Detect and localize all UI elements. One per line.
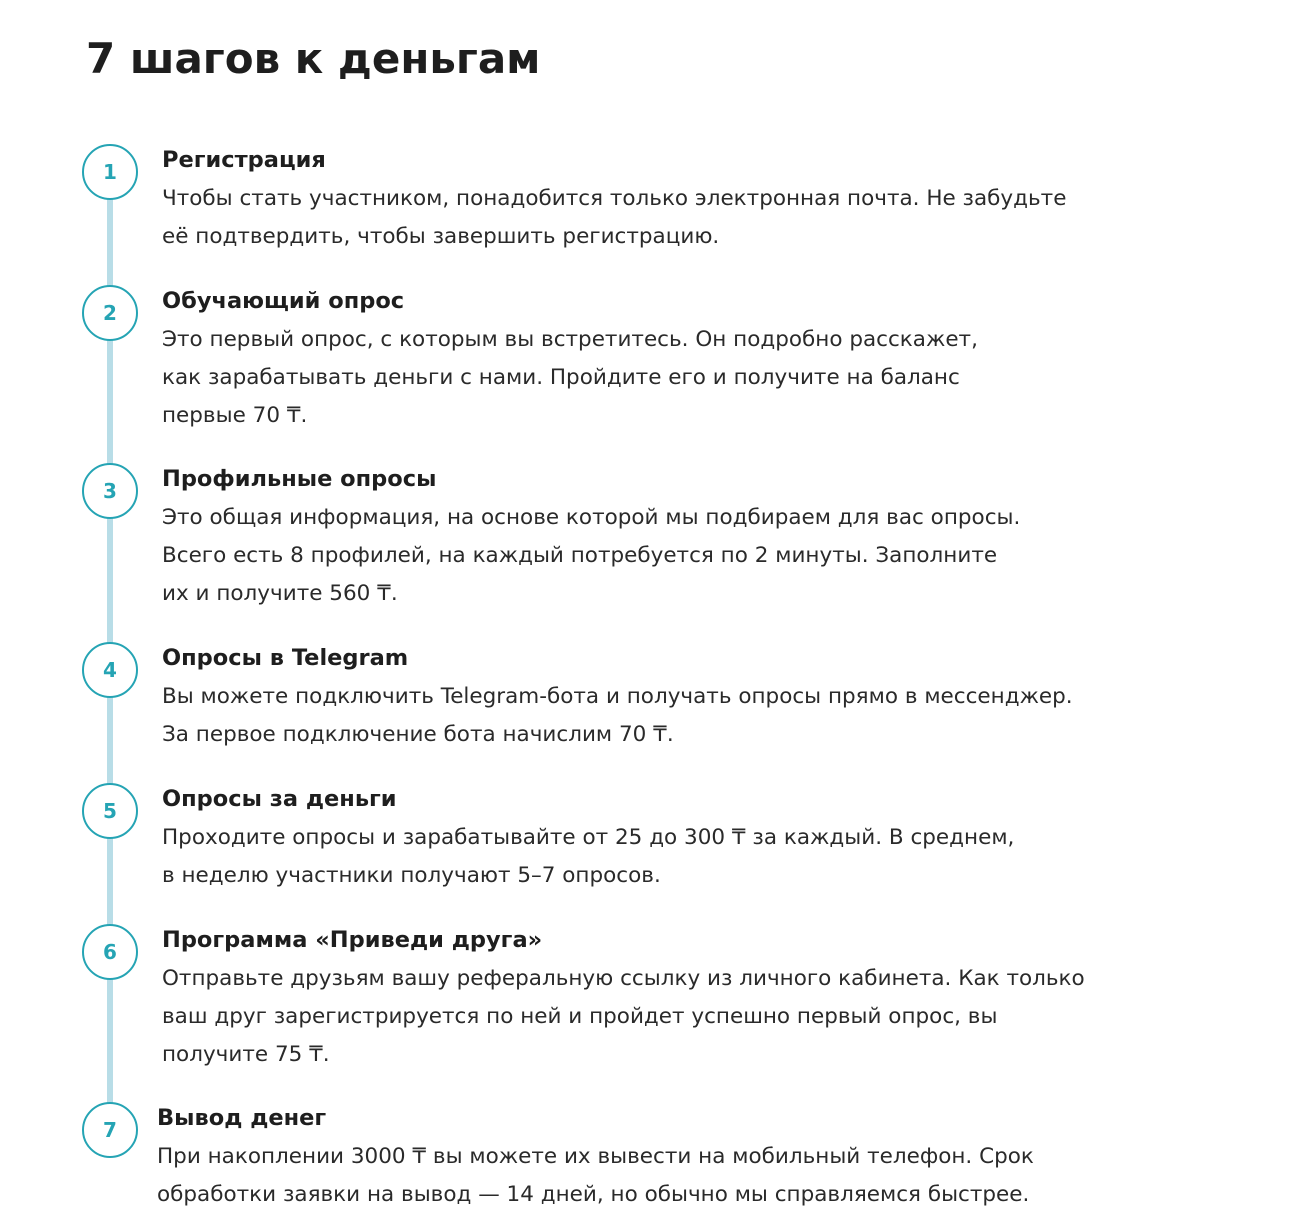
page-title: 7 шагов к деньгам: [86, 34, 541, 83]
step-description: [162, 321, 1202, 435]
step-description-line: Всего есть 8 профилей, на каждый потребуется по 2 минуты. Заполните: [162, 543, 998, 568]
step-content: [162, 463, 1202, 613]
step-description-line: Чтобы стать участником, понадобится только электронная почта. Не забудьте: [162, 186, 1067, 211]
step-number-badge: 3: [82, 463, 138, 519]
step-content: [162, 642, 1202, 754]
step-content: [157, 1102, 1197, 1214]
step-description-line: получите 75 ₸.: [162, 1042, 330, 1067]
step-description-line: их и получите 560 ₸.: [162, 581, 398, 606]
step-description: [162, 180, 1202, 256]
step-description-line: За первое подключение бота начислим 70 ₸.: [162, 722, 674, 747]
step-number-badge: 1: [82, 144, 138, 200]
step-title: Программа «Приведи друга»: [162, 927, 543, 953]
step-description-line: Проходите опросы и зарабатывайте от 25 до 300 ₸ за каждый. В среднем,: [162, 825, 1015, 850]
step-description-line: Это первый опрос, с которым вы встретитесь. Он подробно расскажет,: [162, 327, 978, 352]
step-content: [162, 924, 1202, 1074]
step-description: [162, 819, 1202, 895]
step-number-badge: 7: [82, 1102, 138, 1158]
step-description-line: как зарабатывать деньги с нами. Пройдите его и получите на баланс: [162, 365, 960, 390]
step-number-badge: 2: [82, 285, 138, 341]
step-description-line: ваш друг зарегистрируется по ней и пройдет успешно первый опрос, вы: [162, 1004, 998, 1029]
step-description-line: Это общая информация, на основе которой мы подбираем для вас опросы.: [162, 505, 1021, 530]
step-title: Регистрация: [162, 147, 326, 173]
step-description: [162, 678, 1202, 754]
step-description-line: первые 70 ₸.: [162, 403, 308, 428]
step-number-badge: 6: [82, 924, 138, 980]
step-description-line: Отправьте друзьям вашу реферальную ссылку из личного кабинета. Как только: [162, 966, 1085, 991]
step-description-line: Вы можете подключить Telegram-бота и получать опросы прямо в мессенджер.: [162, 684, 1073, 709]
step-content: [162, 285, 1202, 435]
step-content: [162, 144, 1202, 256]
step-description-line: обработки заявки на вывод — 14 дней, но обычно мы справляемся быстрее.: [157, 1182, 1030, 1207]
step-title: Вывод денег: [157, 1105, 327, 1131]
step-description-line: в неделю участники получают 5–7 опросов.: [162, 863, 661, 888]
step-number-badge: 5: [82, 783, 138, 839]
step-title: Профильные опросы: [162, 466, 437, 492]
step-title: Опросы за деньги: [162, 786, 397, 812]
step-title: Обучающий опрос: [162, 288, 405, 314]
step-content: [162, 783, 1202, 895]
step-description-line: её подтвердить, чтобы завершить регистрацию.: [162, 224, 720, 249]
step-description-line: При накоплении 3000 ₸ вы можете их вывести на мобильный телефон. Срок: [157, 1144, 1034, 1169]
step-description: [162, 960, 1202, 1074]
step-description: [157, 1138, 1197, 1214]
step-title: Опросы в Telegram: [162, 645, 409, 671]
step-number-badge: 4: [82, 642, 138, 698]
step-description: [162, 499, 1202, 613]
